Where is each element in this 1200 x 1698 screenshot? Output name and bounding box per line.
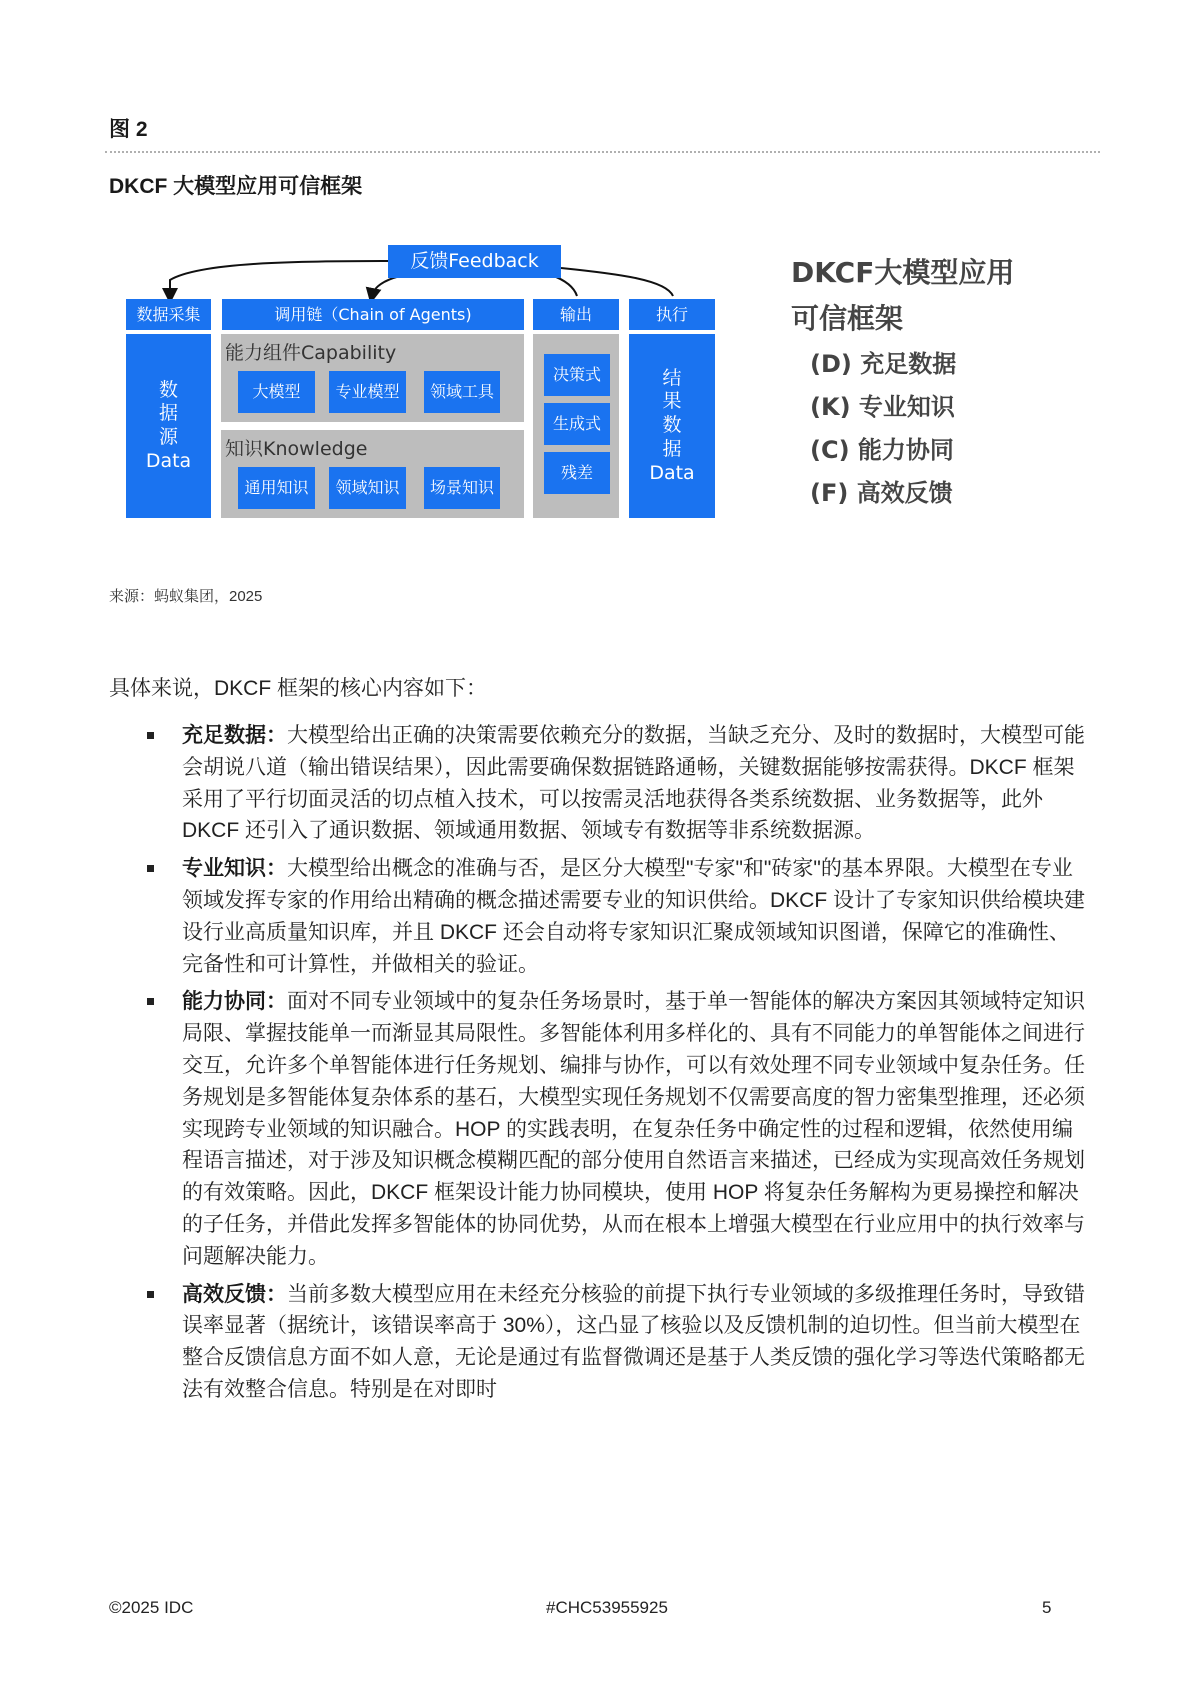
- bullet-item: [140, 720, 1090, 847]
- knowledge-item-label: 领域知识: [335, 478, 400, 498]
- output-item-label: 决策式: [552, 365, 601, 385]
- footer-copyright: ©2025 IDC: [109, 1598, 194, 1617]
- bullet-heading: 专业知识：: [182, 857, 287, 881]
- bullet-heading: 能力协同：: [182, 990, 287, 1014]
- bullet-heading: 高效反馈：: [182, 1282, 287, 1306]
- figure-label: 图 2: [109, 118, 148, 141]
- result-data-char: 结: [662, 366, 682, 389]
- capability-item-label: 领域工具: [429, 382, 494, 402]
- feedback-label: 反馈Feedback: [410, 250, 539, 273]
- capability-group: [221, 334, 524, 422]
- knowledge-item: [238, 467, 315, 509]
- header-label: 调用链（Chain of Agents): [274, 304, 472, 324]
- bullet-square-icon: [147, 1291, 154, 1298]
- bullet-item: [140, 1279, 1090, 1406]
- capability-label: 能力组件Capability: [225, 342, 397, 364]
- side-title-line: DKCF大模型应用: [791, 256, 1015, 289]
- side-list-item: (D) 充足数据: [810, 350, 957, 378]
- output-item-label: 残差: [560, 463, 593, 483]
- result-data-char: Data: [649, 461, 695, 484]
- knowledge-label: 知识Knowledge: [225, 438, 368, 460]
- capability-item: [424, 371, 500, 413]
- output-item: [544, 403, 610, 445]
- knowledge-item: [424, 467, 500, 509]
- result-data-char: 果: [662, 390, 682, 413]
- header-output: [533, 299, 619, 330]
- capability-item-label: 专业模型: [335, 382, 400, 402]
- side-list-item: (F) 高效反馈: [810, 479, 953, 507]
- bullet-item: [140, 853, 1090, 980]
- data-source-char: 数: [158, 378, 178, 401]
- header-label: 执行: [655, 304, 688, 324]
- knowledge-item: [329, 467, 406, 509]
- output-item-label: 生成式: [552, 414, 601, 434]
- side-panel-title: [791, 250, 1014, 342]
- intro-paragraph: 具体来说，DKCF 框架的核心内容如下：: [109, 677, 487, 700]
- bullet-square-icon: [147, 998, 154, 1005]
- dkcf-diagram: [0, 0, 760, 540]
- data-source-char: 源: [158, 426, 178, 448]
- bullet-text: 当前多数大模型应用在未经充分核验的前提下执行专业领域的多级推理任务时，导致错误率显著（据统计，该错误率高于 30%），这凸显了核验以及反馈机制的迫切性。但当前大模型在整合反馈信息方面不如人意，无论是通过有监督微调还是基于人类反馈的强化学习等迭代策略都无法有效整合信息。特别是在对即时: [182, 1282, 1085, 1401]
- bullet-item: [140, 986, 1090, 1272]
- header-execute: [629, 299, 715, 330]
- bullet-text: 大模型给出概念的准确与否，是区分大模型"专家"和"砖家"的基本界限。大模型在专业领域发挥专家的作用给出精确的概念描述需要专业的知识供给。DKCF 设计了专家知识供给模块建设行业高质量知识库，并且 DKCF 还会自动将专家知识汇聚成领域知识图谱，保障它的准确性、完备性和可计算性，并做相关的验证。: [182, 857, 1085, 976]
- bullet-text: 大模型给出正确的决策需要依赖充分的数据，当缺乏充分、及时的数据时，大模型可能会胡说八道（输出错误结果），因此需要确保数据链路通畅，关键数据能够按需获得。DKCF 框架采用了平行切面灵活的切点植入技术，可以按需灵活地获得各类系统数据、业务数据等，此外 DKCF 还引入了通识数据、领域通用数据、领域专有数据等非系统数据源。: [182, 724, 1085, 843]
- header-label: 数据采集: [136, 304, 201, 324]
- capability-item: [238, 371, 315, 413]
- knowledge-group: [221, 430, 524, 518]
- output-item: [544, 354, 610, 396]
- figure-title: DKCF 大模型应用可信框架: [109, 175, 363, 198]
- side-title-line: 可信框架: [791, 302, 904, 335]
- bullet-heading: 充足数据：: [182, 724, 287, 747]
- side-list-item: (K) 专业知识: [810, 393, 955, 421]
- result-data-char: 数: [662, 414, 682, 437]
- knowledge-item-label: 场景知识: [429, 478, 494, 498]
- output-group: [533, 334, 619, 518]
- result-data-char: 据: [662, 437, 682, 460]
- output-item: [544, 452, 610, 494]
- figure-source: 来源：蚂蚁集团，2025: [109, 588, 263, 605]
- bullet-text: 面对不同专业领域中的复杂任务场景时，基于单一智能体的解决方案因其领域特定知识局限、掌握技能单一而渐显其局限性。多智能体利用多样化的、具有不同能力的单智能体之间进行交互，允许多个单智能体进行任务规划、编排与协作，可以有效处理不同专业领域中复杂任务。任务规划是多智能体复杂体系的基石，大模型实现任务规划不仅需要高度的智力密集型推理，还必须实现跨专业领域的知识融合。HOP 的实践表明，在复杂任务中确定性的过程和逻辑，依然使用编程语言描述，对于涉及知识概念模糊匹配的部分使用自然语言来描述，已经成为实现高效任务规划的有效策略。因此，DKCF 框架设计能力协同模块，使用 HOP 将复杂任务解构为更易操控和解决的子任务，并借此发挥多智能体的协同优势，从而在根本上增强大模型在行业应用中的执行效率与问题解决能力。: [182, 990, 1085, 1268]
- result-data-box: [629, 334, 715, 518]
- bullet-list: [140, 720, 1090, 1412]
- feedback-box: [388, 245, 561, 278]
- side-list-item: (C) 能力协同: [810, 436, 954, 464]
- knowledge-item-label: 通用知识: [244, 478, 309, 498]
- data-source-char: Data: [145, 449, 192, 472]
- header-data-collection: [126, 299, 211, 330]
- header-chain-of-agents: [222, 299, 524, 330]
- footer-doc-id: #CHC53955925: [546, 1598, 668, 1617]
- capability-item: [329, 371, 406, 413]
- data-source-box: [126, 334, 211, 518]
- capability-item-label: 大模型: [252, 382, 301, 402]
- side-panel-list: [810, 343, 956, 515]
- data-source-char: 据: [158, 402, 178, 425]
- header-label: 输出: [559, 304, 592, 324]
- footer-page-number: 5: [1042, 1598, 1052, 1617]
- bullet-square-icon: [147, 865, 154, 872]
- bullet-square-icon: [147, 732, 154, 739]
